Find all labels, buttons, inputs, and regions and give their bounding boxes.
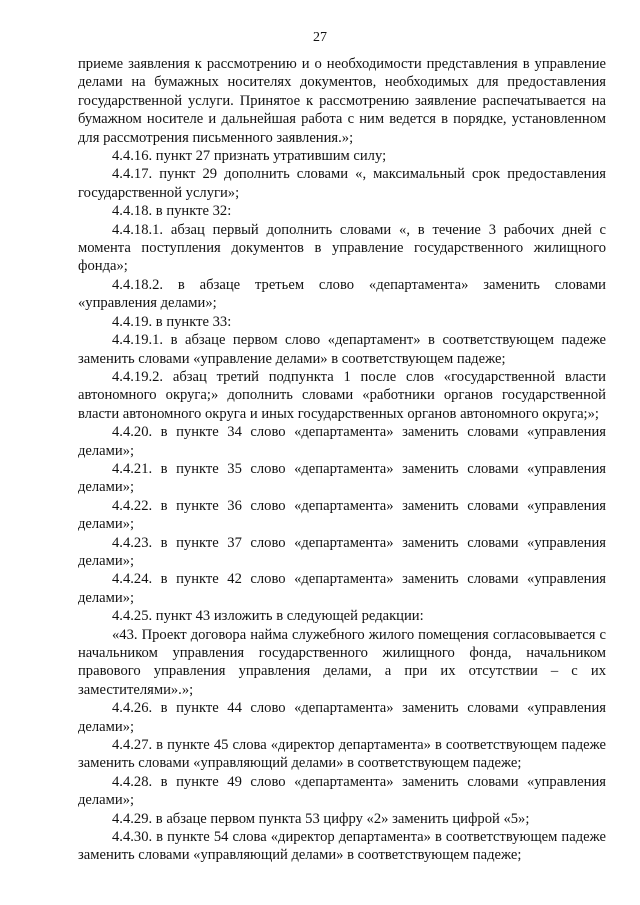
- paragraph-4-4-20: 4.4.20. в пункте 34 слово «департамента» заменить словами «управления делами»;: [78, 424, 606, 459]
- document-body: [78, 55, 606, 865]
- paragraph-4-4-28: 4.4.28. в пункте 49 слово «департамента» заменить словами «управления делами»;: [78, 773, 606, 809]
- paragraph-4-4-22: 4.4.22. в пункте 36 слово «департамента» заменить словами «управления делами»;: [78, 497, 606, 533]
- paragraph-4-4-19-2: 4.4.19.2. абзац третий подпункта 1 после слов «государственной власти автономного округа;» дополнить словами «работники органов государственной власти автономного округа и иных государственных органов автономного округа;»;: [78, 368, 606, 422]
- paragraph-4-4-18-2: 4.4.18.2. в абзаце третьем слово «департамента» заменить словами «управления делами»;: [78, 276, 606, 312]
- paragraph-continuation: приеме заявления к рассмотрению и о необходимости представления в управление делами на бумажных носителях документов, необходимых для предоставления государственной услуги. Принятое к рассмотрению заявление распечатывается на бумажном носителе и дальнейшая работа с ним ведется в порядке, установленном для рассмотрения письменного заявления.»;: [78, 56, 606, 146]
- paragraph-4-4-18-1: 4.4.18.1. абзац первый дополнить словами «, в течение 3 рабочих дней с момента поступления документов в управление государственного жилищного фонда»;: [78, 221, 606, 275]
- paragraph-4-4-30: 4.4.30. в пункте 54 слова «директор департамента» в соответствующем падеже заменить словами «управляющий делами» в соответствующем падеже;: [78, 829, 606, 864]
- paragraph-4-4-21: 4.4.21. в пункте 35 слово «департамента» заменить словами «управления делами»;: [78, 460, 606, 496]
- paragraph-4-4-24: 4.4.24. в пункте 42 слово «департамента» заменить словами «управления делами»;: [78, 571, 606, 606]
- paragraph-4-4-19: 4.4.19. в пункте 33:: [112, 313, 232, 330]
- paragraph-4-4-17: 4.4.17. пункт 29 дополнить словами «, максимальный срок предоставления государственной услуги»;: [78, 166, 606, 201]
- paragraph-4-4-16: 4.4.16. пункт 27 признать утратившим силу;: [112, 148, 387, 165]
- paragraph-quoted-43: «43. Проект договора найма служебного жилого помещения согласовывается с начальником управления государственного жилищного фонда, начальником правового управления управления делами, а при их отсутствии – с их заместителями».»;: [78, 626, 606, 698]
- paragraph-4-4-19-1: 4.4.19.1. в абзаце первом слово «департамент» в соответствующем падеже заменить словами «управление делами» в соответствующем падеже;: [78, 332, 606, 367]
- paragraph-4-4-23: 4.4.23. в пункте 37 слово «департамента» заменить словами «управления делами»;: [78, 534, 606, 569]
- paragraph-4-4-27: 4.4.27. в пункте 45 слова «директор департамента» в соответствующем падеже заменить словами «управляющий делами» в соответствующем падеже;: [78, 737, 606, 772]
- page-number: 27: [313, 30, 327, 45]
- paragraph-4-4-25: 4.4.25. пункт 43 изложить в следующей редакции:: [112, 608, 424, 625]
- paragraph-4-4-29: 4.4.29. в абзаце первом пункта 53 цифру «2» заменить цифрой «5»;: [112, 810, 530, 827]
- paragraph-4-4-26: 4.4.26. в пункте 44 слово «департамента» заменить словами «управления делами»;: [78, 700, 606, 735]
- paragraph-4-4-18: 4.4.18. в пункте 32:: [112, 203, 232, 220]
